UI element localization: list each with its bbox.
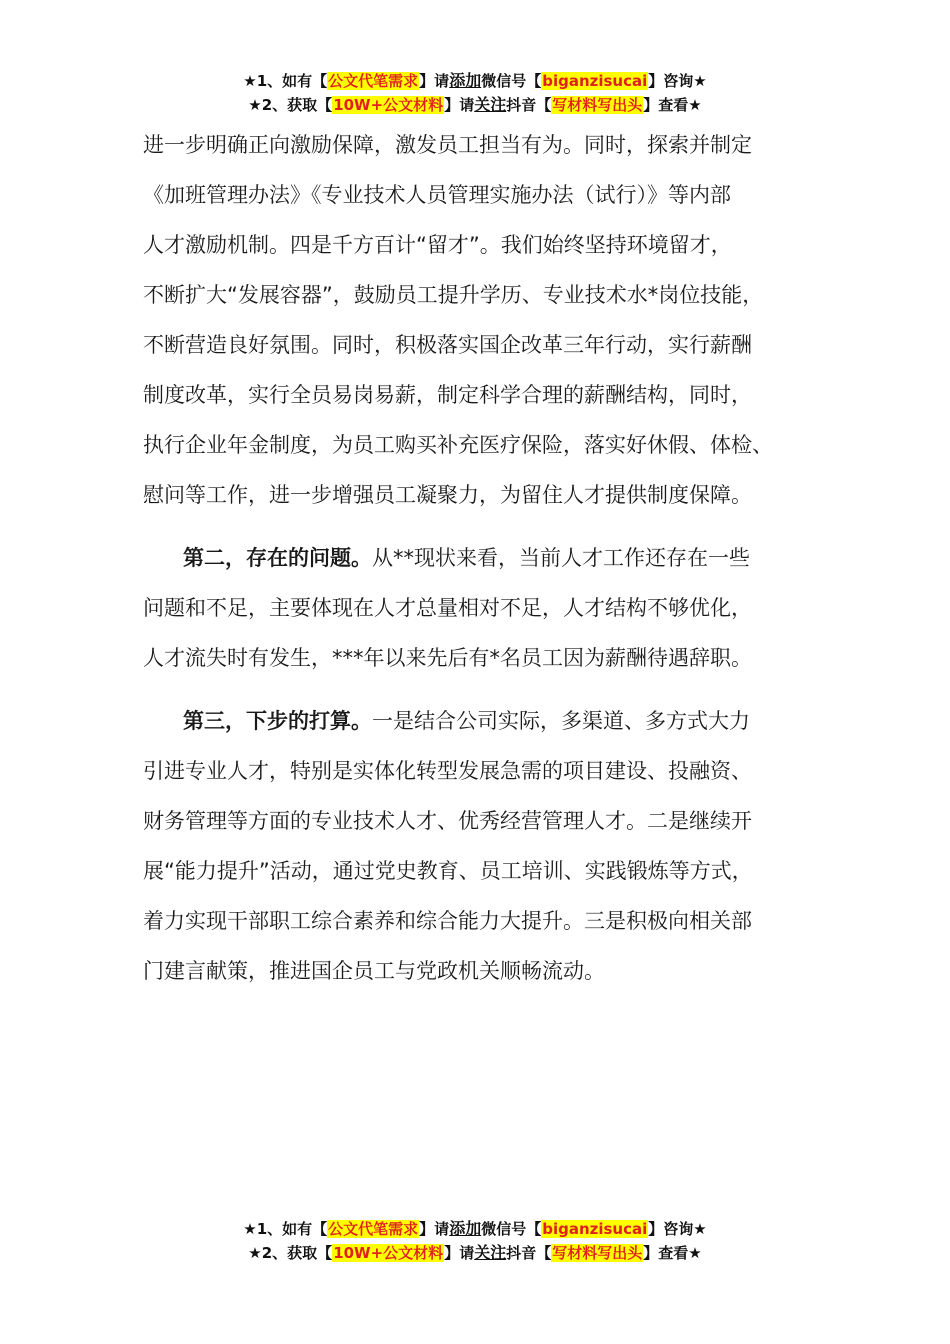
banner-text: ★1、如有【 [243, 1220, 328, 1238]
text-line: 《加班管理办法》《专业技术人员管理实施办法（试行）》等内部 [143, 183, 731, 207]
banner-highlight: 写材料写出头 [552, 96, 643, 114]
paragraph-heading: 第三，下步的打算。 [183, 709, 372, 733]
banner-line-2 [0, 1241, 950, 1265]
banner-highlight: 公文代笔需求 [328, 72, 419, 90]
banner-highlight: biganzisucai [542, 1220, 648, 1238]
banner-text: 】咨询★ [648, 1220, 707, 1238]
banner-line-1 [0, 1217, 950, 1241]
text-line: 财务管理等方面的专业技术人才、优秀经营管理人才。二是继续开 [143, 809, 752, 833]
paragraph-3 [143, 696, 828, 996]
banner-line-1 [0, 69, 950, 93]
banner-text: ★1、如有【 [243, 72, 328, 90]
footer-banner [0, 1217, 950, 1265]
text-line [143, 533, 828, 583]
banner-text: 】请 [444, 1244, 475, 1262]
paragraph-1 [143, 120, 828, 520]
text-line: 展“能力提升”活动，通过党史教育、员工培训、实践锻炼等方式， [143, 859, 753, 883]
text-line: 不断扩大“发展容器”，鼓励员工提升学历、专业技术水*岗位技能， [143, 283, 764, 307]
banner-emphasis: 关注 [474, 95, 507, 114]
banner-highlight: 10W+公文材料 [333, 96, 444, 114]
text-line: 引进专业人才，特别是实体化转型发展急需的项目建设、投融资、 [143, 759, 752, 783]
text-run: 一是结合公司实际，多渠道、多方式大力 [372, 709, 750, 733]
banner-emphasis: 添加 [449, 1219, 482, 1238]
text-line: 人才流失时有发生，***年以来先后有*名员工因为薪酬待遇辞职。 [143, 646, 752, 670]
text-line: 制度改革，实行全员易岗易薪，制定科学合理的薪酬结构，同时， [143, 383, 752, 407]
banner-emphasis: 添加 [449, 71, 482, 90]
banner-highlight: 写材料写出头 [552, 1244, 643, 1262]
text-line: 进一步明确正向激励保障，激发员工担当有为。同时，探索并制定 [143, 133, 752, 157]
text-line: 问题和不足，主要体现在人才总量相对不足，人才结构不够优化， [143, 596, 752, 620]
banner-text: ★2、获取【 [248, 1244, 333, 1262]
text-line: 着力实现干部职工综合素养和综合能力大提升。三是积极向相关部 [143, 909, 752, 933]
banner-text: 】查看★ [643, 1244, 702, 1262]
text-line: 不断营造良好氛围。同时，积极落实国企改革三年行动，实行薪酬 [143, 333, 752, 357]
paragraph-heading: 第二，存在的问题。 [183, 546, 372, 570]
text-line: 人才激励机制。四是千方百计“留才”。我们始终坚持环境留才， [143, 233, 732, 257]
document-body [143, 120, 828, 996]
banner-text: 抖音【 [506, 96, 552, 114]
banner-text: 】请 [444, 96, 475, 114]
banner-text: 微信号【 [481, 72, 542, 90]
banner-highlight: biganzisucai [542, 72, 648, 90]
banner-text: 微信号【 [481, 1220, 542, 1238]
banner-highlight: 10W+公文材料 [333, 1244, 444, 1262]
banner-line-2 [0, 93, 950, 117]
banner-text: 】咨询★ [648, 72, 707, 90]
text-line: 执行企业年金制度，为员工购买补充医疗保险，落实好休假、体检、 [143, 433, 773, 457]
banner-highlight: 公文代笔需求 [328, 1220, 419, 1238]
text-run: 从**现状来看，当前人才工作还存在一些 [372, 546, 750, 570]
paragraph-2 [143, 533, 828, 683]
banner-text: 】请 [419, 72, 450, 90]
text-line [143, 696, 828, 746]
header-banner [0, 69, 950, 117]
text-line: 门建言献策，推进国企员工与党政机关顺畅流动。 [143, 959, 605, 983]
text-line: 慰问等工作，进一步增强员工凝聚力，为留住人才提供制度保障。 [143, 483, 752, 507]
banner-text: ★2、获取【 [248, 96, 333, 114]
banner-text: 抖音【 [506, 1244, 552, 1262]
banner-emphasis: 关注 [474, 1243, 507, 1262]
banner-text: 】请 [419, 1220, 450, 1238]
banner-text: 】查看★ [643, 96, 702, 114]
